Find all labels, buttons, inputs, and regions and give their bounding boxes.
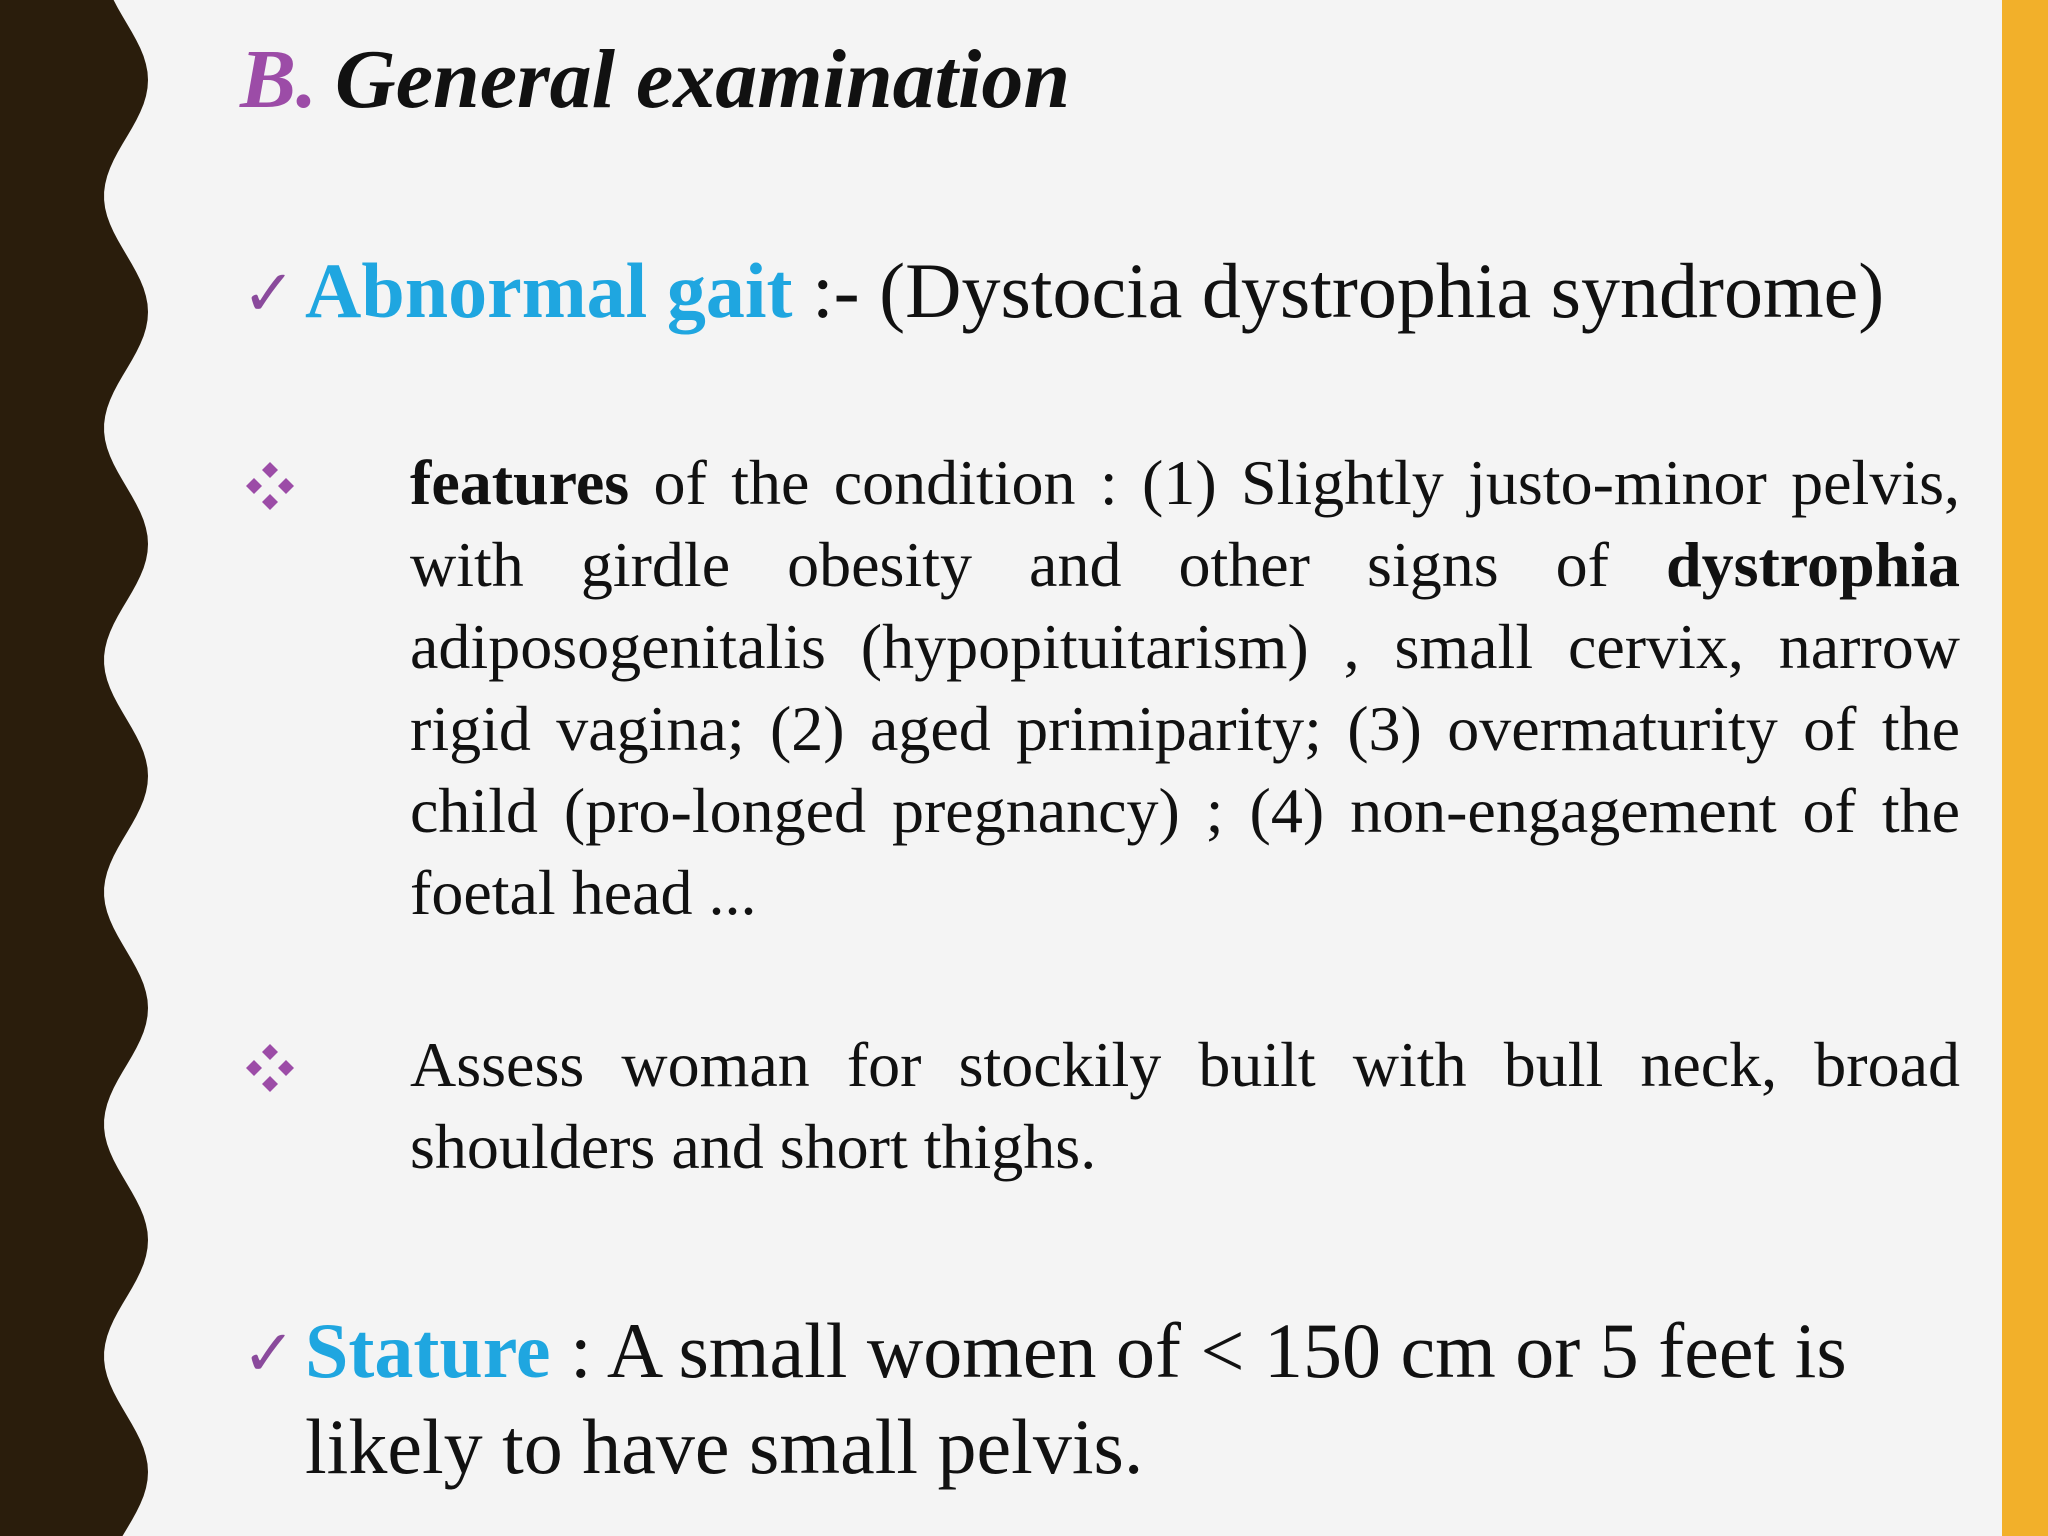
bullet-bold-term: features bbox=[410, 447, 630, 518]
bullet-text: Assess woman for stockily built with bull neck, broad shoulders and short thighs. bbox=[410, 1029, 1960, 1182]
checkmark-icon: ✓ bbox=[242, 1318, 296, 1389]
slide-title bbox=[240, 30, 1070, 131]
section-keyword: Stature bbox=[305, 1307, 551, 1394]
four-diamond-icon bbox=[242, 1040, 298, 1096]
section-text: :- (Dystocia dystrophia syndrome) bbox=[792, 247, 1885, 334]
four-diamond-icon bbox=[242, 458, 298, 514]
bullet-text: adiposogenitalis (hypopituitarism) , small cervix, narrow rigid vagina; (2) aged primiparity; (3) overmaturity of the child (pro-longed pregnancy) ; (4) non-engagement of the foetal head ... bbox=[410, 611, 1960, 928]
bullet-bold-term: dystrophia bbox=[1665, 529, 1960, 600]
bullet-features bbox=[410, 442, 1960, 934]
title-text: General examination bbox=[335, 33, 1071, 126]
section-keyword: Abnormal gait bbox=[305, 247, 793, 334]
checkmark-icon: ✓ bbox=[242, 258, 296, 329]
section-abnormal-gait bbox=[305, 243, 1985, 339]
left-wavy-band bbox=[0, 0, 160, 1536]
section-stature bbox=[305, 1303, 1985, 1495]
right-accent-bar bbox=[2002, 0, 2048, 1536]
bullet-text: of the condition : (1) Slightly justo-minor pelvis, with girdle obesity and other signs of bbox=[410, 447, 1960, 600]
bullet-assess bbox=[410, 1024, 1960, 1188]
section-text: : A small women of < 150 cm or 5 feet is likely to have small pelvis. bbox=[305, 1307, 1847, 1490]
title-section-letter: B. bbox=[240, 33, 318, 126]
